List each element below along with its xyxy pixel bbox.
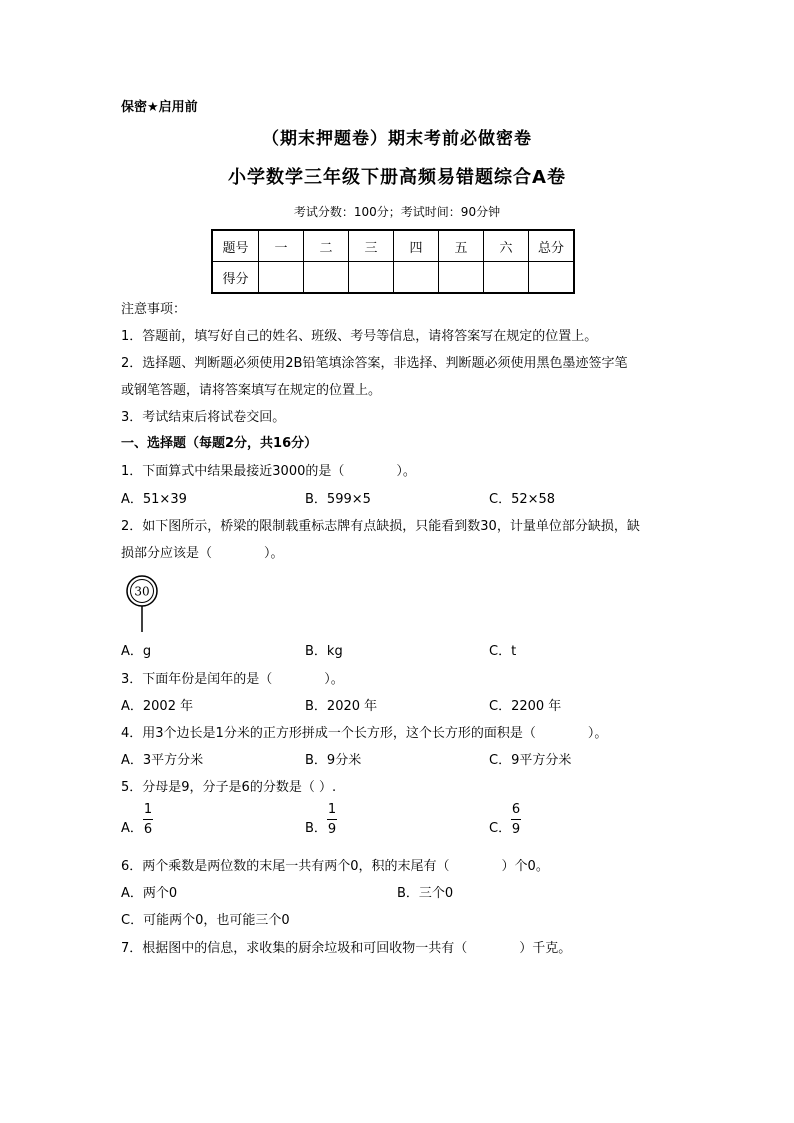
score-table [211,229,575,294]
score-cell[interactable] [529,262,575,294]
q5-option-b-label: B． [305,821,327,836]
fraction-numerator: 1 [143,802,153,817]
question-7: 7．根据图中的信息，求收集的厨余垃圾和可回收物一共有（ ）千克。 [121,941,572,956]
score-cell[interactable] [304,262,349,294]
question-1: 1．下面算式中结果最接近3000的是（ ）。 [121,464,416,479]
q5-option-c-fraction [511,802,521,837]
q3-option-b: B．2020 年 [305,699,378,714]
note-item: 或钢笔答题，请将答案填写在规定的位置上。 [121,383,382,398]
q4-option-b: B．9分米 [305,753,362,768]
question-6: 6．两个乘数是两位数的末尾一共有两个0，积的末尾有（ ）个0。 [121,859,549,874]
section-heading: 一、选择题（每题2分，共16分） [121,436,318,451]
q5-option-a-label: A． [121,821,143,836]
score-cell[interactable] [439,262,484,294]
fraction-bar [327,819,337,820]
weight-limit-sign-icon [122,574,162,634]
q5-option-a-fraction [143,802,153,837]
notes-heading: 注意事项： [121,302,187,317]
fraction-denominator: 6 [143,822,153,837]
fraction-bar [511,819,521,820]
score-cell[interactable] [484,262,529,294]
score-cell[interactable] [394,262,439,294]
question-5: 5．分母是9，分子是6的分数是（ ）. [121,780,337,795]
exam-subtitle: 小学数学三年级下册高频易错题综合A卷 [228,167,566,188]
q3-option-c: C．2200 年 [489,699,562,714]
score-header-cell: 六 [484,230,529,262]
question-4: 4．用3个边长是1分米的正方形拼成一个长方形，这个长方形的面积是（ ）。 [121,726,608,741]
exam-title: （期末押题卷）期末考前必做密卷 [262,129,532,149]
score-table-header-row [212,230,574,262]
question-2-line-2: 损部分应该是（ ）。 [121,546,284,561]
q5-option-c-label: C． [489,821,512,836]
q6-option-a: A．两个0 [121,886,178,901]
note-item: 2．选择题、判断题必须使用2B铅笔填涂答案，非选择、判断题必须使用黑色墨迹签字笔 [121,356,628,371]
score-header-cell: 四 [394,230,439,262]
fraction-denominator: 9 [511,822,521,837]
score-header-cell: 一 [259,230,304,262]
score-cell[interactable] [349,262,394,294]
question-2-line-1: 2．如下图所示，桥梁的限制载重标志牌有点缺损，只能看到数30，计量单位部分缺损，缺 [121,519,640,534]
sign-number: 30 [134,584,150,599]
question-3: 3．下面年份是闰年的是（ ）。 [121,672,344,687]
score-header-cell: 五 [439,230,484,262]
score-table-score-row [212,262,574,294]
confidential-label: 保密★启用前 [121,100,198,115]
q3-option-a: A．2002 年 [121,699,194,714]
q6-option-b: B．三个0 [397,886,454,901]
q6-option-c: C．可能两个0，也可能三个0 [121,913,290,928]
score-header-cell: 总分 [529,230,575,262]
q1-option-b: B．599×5 [305,492,371,507]
score-row-label: 得分 [212,262,259,294]
q1-option-a: A．51×39 [121,492,187,507]
score-header-cell: 三 [349,230,394,262]
q4-option-c: C．9平方分米 [489,753,572,768]
note-item: 1．答题前，填写好自己的姓名、班级、考号等信息，请将答案写在规定的位置上。 [121,329,598,344]
q5-option-b-fraction [327,802,337,837]
q4-option-a: A．3平方分米 [121,753,204,768]
score-header-cell: 题号 [212,230,259,262]
fraction-bar [143,819,153,820]
score-header-cell: 二 [304,230,349,262]
fraction-numerator: 6 [511,802,521,817]
note-item: 3．考试结束后将试卷交回。 [121,410,286,425]
fraction-denominator: 9 [327,822,337,837]
fraction-numerator: 1 [327,802,337,817]
q1-option-c: C．52×58 [489,492,556,507]
q2-option-b: B．kg [305,644,343,659]
exam-info: 考试分数：100分；考试时间：90分钟 [293,205,501,219]
q2-option-a: A．g [121,644,152,659]
q2-option-c: C．t [489,644,517,659]
score-cell[interactable] [259,262,304,294]
